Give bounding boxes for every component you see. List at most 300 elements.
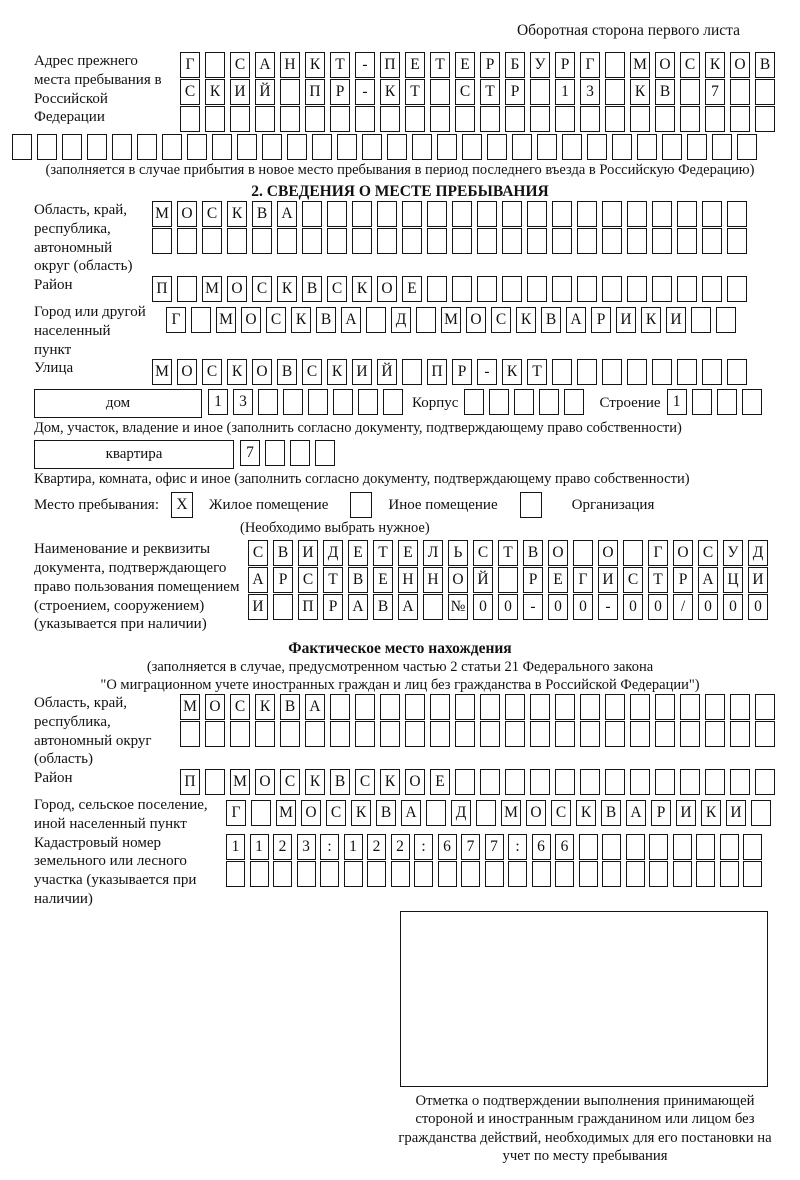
char-box[interactable] bbox=[287, 134, 307, 160]
char-box[interactable]: П bbox=[380, 52, 400, 78]
char-box[interactable] bbox=[532, 861, 551, 887]
char-box[interactable] bbox=[344, 861, 363, 887]
char-box[interactable] bbox=[427, 201, 447, 227]
char-box[interactable]: 1 bbox=[226, 834, 245, 860]
char-box[interactable]: К bbox=[305, 769, 325, 795]
char-box[interactable]: № bbox=[448, 594, 468, 620]
char-box[interactable]: У bbox=[530, 52, 550, 78]
char-box[interactable] bbox=[755, 769, 775, 795]
char-box[interactable]: - bbox=[355, 79, 375, 105]
char-box[interactable]: В bbox=[601, 800, 621, 826]
char-box[interactable]: И bbox=[248, 594, 268, 620]
char-box[interactable] bbox=[352, 201, 372, 227]
char-box[interactable]: 3 bbox=[580, 79, 600, 105]
char-box[interactable] bbox=[480, 106, 500, 132]
char-box[interactable]: М bbox=[202, 276, 222, 302]
char-box[interactable]: К bbox=[227, 359, 247, 385]
char-box[interactable] bbox=[505, 721, 525, 747]
char-box[interactable] bbox=[480, 694, 500, 720]
char-box[interactable] bbox=[755, 721, 775, 747]
char-box[interactable]: О bbox=[526, 800, 546, 826]
char-box[interactable] bbox=[152, 228, 172, 254]
char-box[interactable]: / bbox=[673, 594, 693, 620]
char-box[interactable]: 3 bbox=[297, 834, 316, 860]
char-box[interactable] bbox=[405, 694, 425, 720]
char-box[interactable] bbox=[377, 201, 397, 227]
char-box[interactable]: К bbox=[576, 800, 596, 826]
char-box[interactable]: Е bbox=[373, 567, 393, 593]
char-box[interactable]: Г bbox=[166, 307, 186, 333]
char-box[interactable]: А bbox=[398, 594, 418, 620]
char-box[interactable] bbox=[489, 389, 509, 415]
char-box[interactable] bbox=[464, 389, 484, 415]
char-box[interactable] bbox=[705, 769, 725, 795]
char-box[interactable] bbox=[355, 694, 375, 720]
char-box[interactable] bbox=[302, 228, 322, 254]
char-box[interactable]: К bbox=[352, 276, 372, 302]
char-box[interactable] bbox=[580, 106, 600, 132]
char-box[interactable] bbox=[680, 769, 700, 795]
char-box[interactable]: В bbox=[348, 567, 368, 593]
char-box[interactable] bbox=[579, 834, 598, 860]
char-box[interactable]: К bbox=[227, 201, 247, 227]
char-box[interactable]: Н bbox=[398, 567, 418, 593]
char-box[interactable]: А bbox=[698, 567, 718, 593]
char-box[interactable]: 3 bbox=[233, 389, 253, 415]
char-box[interactable]: 1 bbox=[344, 834, 363, 860]
char-box[interactable]: С bbox=[280, 769, 300, 795]
char-box[interactable]: Й bbox=[377, 359, 397, 385]
char-box[interactable] bbox=[630, 106, 650, 132]
char-box[interactable] bbox=[237, 134, 257, 160]
char-box[interactable] bbox=[320, 861, 339, 887]
char-box[interactable]: Ь bbox=[448, 540, 468, 566]
char-box[interactable] bbox=[330, 106, 350, 132]
char-box[interactable]: С bbox=[266, 307, 286, 333]
char-box[interactable]: П bbox=[427, 359, 447, 385]
char-box[interactable]: Н bbox=[280, 52, 300, 78]
char-box[interactable] bbox=[730, 79, 750, 105]
char-box[interactable]: 0 bbox=[498, 594, 518, 620]
checkbox-residential[interactable]: X bbox=[171, 492, 193, 518]
char-box[interactable]: К bbox=[516, 307, 536, 333]
char-box[interactable] bbox=[380, 721, 400, 747]
char-box[interactable] bbox=[177, 228, 197, 254]
char-box[interactable]: И bbox=[352, 359, 372, 385]
char-box[interactable] bbox=[227, 228, 247, 254]
char-box[interactable] bbox=[437, 134, 457, 160]
char-box[interactable] bbox=[452, 201, 472, 227]
char-box[interactable]: А bbox=[277, 201, 297, 227]
char-box[interactable] bbox=[680, 721, 700, 747]
char-box[interactable] bbox=[680, 106, 700, 132]
char-box[interactable] bbox=[527, 276, 547, 302]
char-box[interactable] bbox=[637, 134, 657, 160]
char-box[interactable]: Г bbox=[648, 540, 668, 566]
char-box[interactable] bbox=[743, 834, 762, 860]
char-box[interactable]: Т bbox=[330, 52, 350, 78]
char-box[interactable]: И bbox=[298, 540, 318, 566]
char-box[interactable] bbox=[673, 861, 692, 887]
char-box[interactable] bbox=[623, 540, 643, 566]
char-box[interactable]: О bbox=[548, 540, 568, 566]
char-box[interactable] bbox=[427, 228, 447, 254]
char-box[interactable] bbox=[352, 228, 372, 254]
char-box[interactable] bbox=[177, 276, 197, 302]
char-box[interactable]: Г bbox=[573, 567, 593, 593]
char-box[interactable] bbox=[230, 106, 250, 132]
char-box[interactable]: Н bbox=[423, 567, 443, 593]
char-box[interactable]: Т bbox=[373, 540, 393, 566]
char-box[interactable]: М bbox=[276, 800, 296, 826]
char-box[interactable] bbox=[226, 861, 245, 887]
char-box[interactable] bbox=[555, 694, 575, 720]
char-box[interactable]: К bbox=[630, 79, 650, 105]
char-box[interactable] bbox=[530, 106, 550, 132]
char-box[interactable] bbox=[530, 769, 550, 795]
char-box[interactable]: А bbox=[348, 594, 368, 620]
char-box[interactable]: Е bbox=[405, 52, 425, 78]
char-box[interactable] bbox=[387, 134, 407, 160]
checkbox-other-premises[interactable] bbox=[350, 492, 372, 518]
char-box[interactable] bbox=[423, 594, 443, 620]
char-box[interactable]: М bbox=[630, 52, 650, 78]
char-box[interactable] bbox=[652, 359, 672, 385]
char-box[interactable]: К bbox=[641, 307, 661, 333]
char-box[interactable]: Б bbox=[505, 52, 525, 78]
char-box[interactable] bbox=[327, 201, 347, 227]
char-box[interactable]: В bbox=[373, 594, 393, 620]
char-box[interactable] bbox=[755, 79, 775, 105]
char-box[interactable] bbox=[327, 228, 347, 254]
char-box[interactable]: 6 bbox=[532, 834, 551, 860]
char-box[interactable] bbox=[655, 721, 675, 747]
char-box[interactable] bbox=[727, 359, 747, 385]
char-box[interactable]: 0 bbox=[473, 594, 493, 620]
char-box[interactable] bbox=[577, 359, 597, 385]
char-box[interactable]: С bbox=[473, 540, 493, 566]
char-box[interactable] bbox=[742, 389, 762, 415]
char-box[interactable]: - bbox=[523, 594, 543, 620]
char-box[interactable]: Д bbox=[451, 800, 471, 826]
char-box[interactable] bbox=[573, 540, 593, 566]
char-box[interactable] bbox=[255, 106, 275, 132]
char-box[interactable] bbox=[602, 834, 621, 860]
char-box[interactable] bbox=[438, 861, 457, 887]
char-box[interactable] bbox=[416, 307, 436, 333]
char-box[interactable] bbox=[677, 359, 697, 385]
char-box[interactable] bbox=[430, 79, 450, 105]
char-box[interactable] bbox=[587, 134, 607, 160]
char-box[interactable]: С bbox=[248, 540, 268, 566]
char-box[interactable] bbox=[391, 861, 410, 887]
char-box[interactable]: : bbox=[414, 834, 433, 860]
char-box[interactable] bbox=[262, 134, 282, 160]
char-box[interactable] bbox=[12, 134, 32, 160]
char-box[interactable] bbox=[452, 276, 472, 302]
char-box[interactable] bbox=[527, 228, 547, 254]
char-box[interactable]: О bbox=[598, 540, 618, 566]
char-box[interactable]: П bbox=[305, 79, 325, 105]
char-box[interactable] bbox=[730, 769, 750, 795]
char-box[interactable]: 2 bbox=[367, 834, 386, 860]
char-box[interactable]: И bbox=[676, 800, 696, 826]
char-box[interactable] bbox=[680, 79, 700, 105]
char-box[interactable] bbox=[308, 389, 328, 415]
char-box[interactable]: 0 bbox=[698, 594, 718, 620]
char-box[interactable]: 2 bbox=[391, 834, 410, 860]
char-box[interactable]: А bbox=[255, 52, 275, 78]
char-box[interactable] bbox=[414, 861, 433, 887]
char-box[interactable]: У bbox=[723, 540, 743, 566]
char-box[interactable]: 1 bbox=[555, 79, 575, 105]
char-box[interactable] bbox=[539, 389, 559, 415]
char-box[interactable] bbox=[305, 721, 325, 747]
char-box[interactable] bbox=[602, 276, 622, 302]
char-box[interactable]: С bbox=[326, 800, 346, 826]
char-box[interactable] bbox=[252, 228, 272, 254]
char-box[interactable] bbox=[333, 389, 353, 415]
char-box[interactable] bbox=[330, 721, 350, 747]
char-box[interactable] bbox=[455, 694, 475, 720]
char-box[interactable] bbox=[630, 769, 650, 795]
char-box[interactable] bbox=[630, 694, 650, 720]
char-box[interactable]: К bbox=[205, 79, 225, 105]
char-box[interactable]: В bbox=[523, 540, 543, 566]
char-box[interactable] bbox=[580, 721, 600, 747]
char-box[interactable] bbox=[705, 106, 725, 132]
char-box[interactable]: Р bbox=[452, 359, 472, 385]
char-box[interactable]: С bbox=[551, 800, 571, 826]
char-box[interactable]: С bbox=[252, 276, 272, 302]
char-box[interactable] bbox=[380, 106, 400, 132]
char-box[interactable] bbox=[649, 861, 668, 887]
char-box[interactable]: С bbox=[298, 567, 318, 593]
char-box[interactable] bbox=[727, 228, 747, 254]
char-box[interactable]: Т bbox=[480, 79, 500, 105]
char-box[interactable]: О bbox=[227, 276, 247, 302]
char-box[interactable]: В bbox=[541, 307, 561, 333]
char-box[interactable] bbox=[305, 106, 325, 132]
char-box[interactable]: - bbox=[355, 52, 375, 78]
char-box[interactable] bbox=[655, 769, 675, 795]
char-box[interactable] bbox=[280, 721, 300, 747]
char-box[interactable] bbox=[455, 106, 475, 132]
char-box[interactable]: А bbox=[305, 694, 325, 720]
char-box[interactable] bbox=[280, 79, 300, 105]
char-box[interactable]: Е bbox=[455, 52, 475, 78]
char-box[interactable] bbox=[455, 721, 475, 747]
char-box[interactable] bbox=[180, 721, 200, 747]
char-box[interactable] bbox=[605, 769, 625, 795]
char-box[interactable] bbox=[502, 201, 522, 227]
char-box[interactable] bbox=[680, 694, 700, 720]
char-box[interactable] bbox=[480, 721, 500, 747]
char-box[interactable] bbox=[205, 721, 225, 747]
char-box[interactable] bbox=[552, 201, 572, 227]
char-box[interactable] bbox=[552, 276, 572, 302]
char-box[interactable]: Р bbox=[523, 567, 543, 593]
char-box[interactable]: С bbox=[327, 276, 347, 302]
char-box[interactable]: Р bbox=[591, 307, 611, 333]
char-box[interactable]: К bbox=[705, 52, 725, 78]
char-box[interactable] bbox=[180, 106, 200, 132]
char-box[interactable] bbox=[505, 694, 525, 720]
char-box[interactable]: П bbox=[152, 276, 172, 302]
char-box[interactable] bbox=[283, 389, 303, 415]
char-box[interactable]: И bbox=[230, 79, 250, 105]
char-box[interactable] bbox=[480, 769, 500, 795]
char-box[interactable] bbox=[37, 134, 57, 160]
char-box[interactable] bbox=[677, 276, 697, 302]
char-box[interactable] bbox=[280, 106, 300, 132]
char-box[interactable]: Л bbox=[423, 540, 443, 566]
char-box[interactable]: О bbox=[673, 540, 693, 566]
char-box[interactable]: 7 bbox=[240, 440, 260, 466]
char-box[interactable] bbox=[605, 79, 625, 105]
char-box[interactable] bbox=[743, 861, 762, 887]
char-box[interactable]: К bbox=[380, 769, 400, 795]
char-box[interactable]: С bbox=[230, 694, 250, 720]
char-box[interactable]: Р bbox=[555, 52, 575, 78]
char-box[interactable]: Р bbox=[651, 800, 671, 826]
char-box[interactable]: - bbox=[598, 594, 618, 620]
char-box[interactable] bbox=[662, 134, 682, 160]
char-box[interactable]: : bbox=[320, 834, 339, 860]
char-box[interactable] bbox=[462, 134, 482, 160]
char-box[interactable] bbox=[652, 201, 672, 227]
char-box[interactable]: А bbox=[626, 800, 646, 826]
char-box[interactable]: Е bbox=[430, 769, 450, 795]
char-box[interactable]: Д bbox=[323, 540, 343, 566]
char-box[interactable] bbox=[727, 276, 747, 302]
char-box[interactable]: 0 bbox=[748, 594, 768, 620]
char-box[interactable] bbox=[430, 694, 450, 720]
char-box[interactable] bbox=[602, 228, 622, 254]
char-box[interactable]: С bbox=[491, 307, 511, 333]
char-box[interactable] bbox=[162, 134, 182, 160]
char-box[interactable]: Р bbox=[505, 79, 525, 105]
char-box[interactable] bbox=[487, 134, 507, 160]
char-box[interactable] bbox=[730, 721, 750, 747]
char-box[interactable]: О bbox=[255, 769, 275, 795]
char-box[interactable] bbox=[737, 134, 757, 160]
char-box[interactable]: Т bbox=[498, 540, 518, 566]
char-box[interactable]: О bbox=[177, 201, 197, 227]
char-box[interactable] bbox=[705, 721, 725, 747]
char-box[interactable]: Г bbox=[580, 52, 600, 78]
char-box[interactable]: П bbox=[180, 769, 200, 795]
char-box[interactable] bbox=[580, 769, 600, 795]
char-box[interactable] bbox=[755, 106, 775, 132]
char-box[interactable] bbox=[297, 861, 316, 887]
char-box[interactable] bbox=[612, 134, 632, 160]
char-box[interactable]: Д bbox=[748, 540, 768, 566]
char-box[interactable] bbox=[355, 721, 375, 747]
char-box[interactable]: : bbox=[508, 834, 527, 860]
char-box[interactable] bbox=[255, 721, 275, 747]
char-box[interactable] bbox=[602, 201, 622, 227]
char-box[interactable] bbox=[530, 694, 550, 720]
char-box[interactable]: М bbox=[180, 694, 200, 720]
char-box[interactable]: К bbox=[305, 52, 325, 78]
checkbox-organization[interactable] bbox=[520, 492, 542, 518]
char-box[interactable]: В bbox=[755, 52, 775, 78]
char-box[interactable] bbox=[580, 694, 600, 720]
char-box[interactable] bbox=[485, 861, 504, 887]
char-box[interactable]: И bbox=[748, 567, 768, 593]
char-box[interactable] bbox=[430, 721, 450, 747]
char-box[interactable]: С bbox=[455, 79, 475, 105]
char-box[interactable] bbox=[605, 721, 625, 747]
char-box[interactable]: Д bbox=[391, 307, 411, 333]
char-box[interactable]: О bbox=[252, 359, 272, 385]
char-box[interactable] bbox=[250, 861, 269, 887]
char-box[interactable]: Р bbox=[323, 594, 343, 620]
char-box[interactable]: 7 bbox=[705, 79, 725, 105]
char-box[interactable] bbox=[627, 276, 647, 302]
char-box[interactable] bbox=[383, 389, 403, 415]
char-box[interactable]: Е bbox=[348, 540, 368, 566]
char-box[interactable] bbox=[655, 106, 675, 132]
char-box[interactable]: Г bbox=[226, 800, 246, 826]
char-box[interactable]: О bbox=[205, 694, 225, 720]
char-box[interactable] bbox=[677, 201, 697, 227]
char-box[interactable]: В bbox=[376, 800, 396, 826]
char-box[interactable] bbox=[730, 694, 750, 720]
char-box[interactable] bbox=[205, 52, 225, 78]
char-box[interactable]: С bbox=[202, 359, 222, 385]
char-box[interactable] bbox=[555, 106, 575, 132]
char-box[interactable]: С bbox=[623, 567, 643, 593]
char-box[interactable]: 1 bbox=[667, 389, 687, 415]
char-box[interactable] bbox=[337, 134, 357, 160]
char-box[interactable] bbox=[730, 106, 750, 132]
char-box[interactable]: 6 bbox=[438, 834, 457, 860]
char-box[interactable] bbox=[212, 134, 232, 160]
char-box[interactable] bbox=[202, 228, 222, 254]
char-box[interactable] bbox=[87, 134, 107, 160]
char-box[interactable] bbox=[230, 721, 250, 747]
char-box[interactable] bbox=[720, 834, 739, 860]
char-box[interactable]: 7 bbox=[485, 834, 504, 860]
char-box[interactable]: О bbox=[301, 800, 321, 826]
char-box[interactable] bbox=[377, 228, 397, 254]
char-box[interactable]: А bbox=[341, 307, 361, 333]
char-box[interactable]: С bbox=[680, 52, 700, 78]
char-box[interactable]: В bbox=[302, 276, 322, 302]
char-box[interactable] bbox=[265, 440, 285, 466]
char-box[interactable] bbox=[626, 834, 645, 860]
char-box[interactable]: К bbox=[351, 800, 371, 826]
char-box[interactable]: К bbox=[327, 359, 347, 385]
char-box[interactable]: О bbox=[730, 52, 750, 78]
char-box[interactable]: Р bbox=[673, 567, 693, 593]
char-box[interactable] bbox=[426, 800, 446, 826]
char-box[interactable]: И bbox=[666, 307, 686, 333]
char-box[interactable]: Й bbox=[473, 567, 493, 593]
char-box[interactable] bbox=[677, 228, 697, 254]
char-box[interactable] bbox=[691, 307, 711, 333]
char-box[interactable] bbox=[630, 721, 650, 747]
char-box[interactable]: Т bbox=[405, 79, 425, 105]
char-box[interactable]: 0 bbox=[573, 594, 593, 620]
char-box[interactable]: Е bbox=[398, 540, 418, 566]
char-box[interactable]: 0 bbox=[723, 594, 743, 620]
char-box[interactable]: 1 bbox=[250, 834, 269, 860]
char-box[interactable]: Ц bbox=[723, 567, 743, 593]
char-box[interactable] bbox=[712, 134, 732, 160]
